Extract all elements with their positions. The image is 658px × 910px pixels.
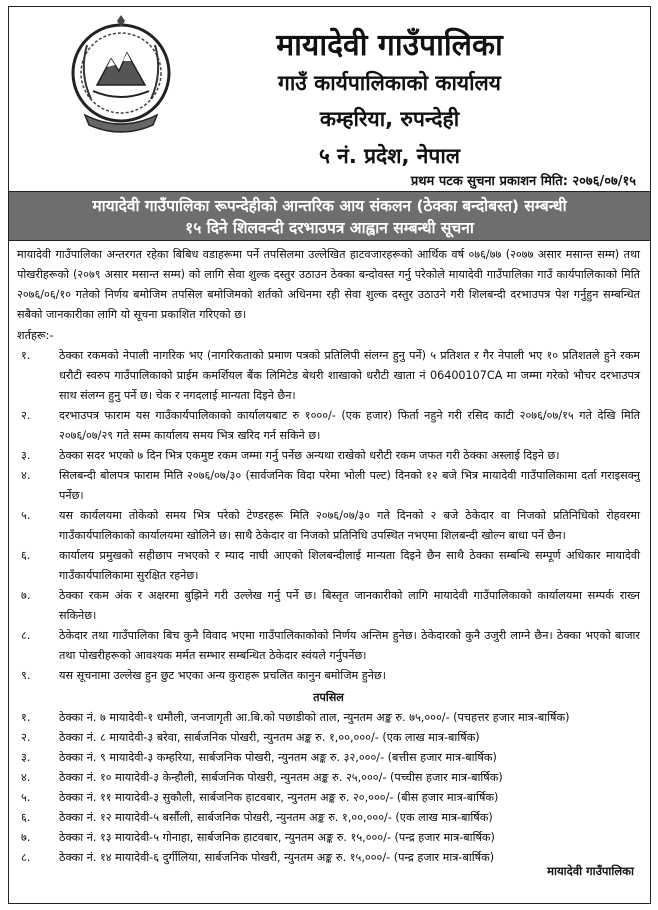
schedule-number: ४. [21, 771, 31, 784]
schedule-text: ठेक्का नं. ७ मायादेवी-१ धमौली, जनजागृती आ.बि.को पछाडीको ताल, न्युनतम अङ्क रु. ७५,०००/- (पचहत्तर हजार मात्र-बार्षिक) [59, 711, 570, 724]
schedule-item [17, 748, 640, 768]
intro-paragraph: मायादेवी गाउँपालिका अन्तरगत रहेका बिबिध वडाहरूमा पर्ने तपसिलमा उल्लेखित हाटवजारहरूको आर्थिक वर्ष ०७६/७७ (२०७७ असार मसान्त सम्म) तथा पोखरीहरूको (२०७९ असार मसान्त सम्म) को लागि सेवा शुल्क दस्तुर उठाउन ठेक्का बन्दोवस्त गर्नु परेकोले मायादेवी गाउँपालिका गाउँ कार्यपालिकाको मिति २०७६/०६/१० गतेको निर्णय बमोजिम तपसिल बमोजिमको शर्तको अधिनमा रही सेवा शुल्क दस्तुर उठाउने गरी शिलबन्दी दरभाउपत्र पेश गर्नुहुन सम्बन्धित सबैको जानकारीका लागि यो सूचना प्रकाशित गरिएको छ। [17, 248, 640, 321]
schedule-text: ठेक्का नं. ११ मायादेवी-३ सुकौली, सार्बजनिक हाटवबार, न्युनतम अङ्क रु. २०,०००/- (बीस हजार मात्र-बार्षिक) [59, 791, 499, 804]
condition-item [17, 626, 640, 666]
condition-text: ठेक्का सदर भएको ७ दिन भित्र एकमुष्ट रकम जम्मा गर्नु पर्नेछ अन्यथा राखेको धरौटी रकम जफत गरी ठेक्का अस्लाई दिइने छ। [59, 449, 560, 462]
condition-number: ५. [21, 509, 31, 522]
publication-date: प्रथम पटक सुचना प्रकाशन मिति: २०७६/०७/१५ [410, 174, 636, 189]
condition-text: दरभाउपत्र फाराम यस गाउँकार्यपालिकाको कार्यालयबाट रु १०००/- (एक हजार) फिर्ता नहुने गरी रसिद काटी २०७६/०७/१५ गते देखि मिति २०७६/०७/२९ गते सम्म कार्यालय समय भित्र खरिद गर्न सकिने छ। [59, 409, 640, 442]
conditions-heading: शर्तहरू:- [17, 329, 54, 342]
condition-item [17, 666, 640, 686]
notice-header [9, 7, 650, 189]
schedule-item [17, 728, 640, 748]
banner-line-1: मायादेवी गाउँपालिका रूपन्देहीको आन्तरिक आय संकलन (ठेक्का बन्दोबस्त) सम्बन्धी [92, 197, 567, 215]
condition-number: ७. [21, 589, 31, 602]
schedule-text: ठेक्का नं. १० मायादेवी-३ केन्हौली, सार्बजनिक पोखरी, न्युनतम अङ्क रु. २५,०००/- (पच्चीस हजार मात्र-बार्षिक) [59, 771, 503, 784]
schedule-number: २. [21, 731, 31, 744]
banner-line-2: १५ दिने शिलवन्दी दरभाउपत्र आह्वान सम्बन्धी सूचना [185, 219, 474, 237]
schedule-item [17, 708, 640, 728]
condition-number: ६. [21, 549, 31, 562]
schedule-number: ३. [21, 751, 31, 764]
schedule-item [17, 808, 640, 828]
condition-number: ३. [21, 449, 31, 462]
province-name: ५ नं. प्रदेश, नेपाल [318, 144, 461, 168]
schedule-text: ठेक्का नं. १२ मायादेवी-५ बर्सौली, सार्बजनिक पोखरी, न्युनतम अङ्क रु. १,००,०००/- (एक लाख मात्र-बार्षिक) [59, 811, 493, 824]
schedule-item [17, 768, 640, 788]
condition-text: सिलबन्दी बोलपत्र फाराम मिति २०७६/०७/३० (सार्वजनिक विदा परेमा भोली पल्ट) दिनको १२ बजे भित्र मायादेवी गाउँपालिकामा दर्ता गराइसक्नु पर्नेछ। [59, 469, 640, 502]
condition-text: ठेक्का रकमको नेपाली नागरिक भए (नागरिकताको प्रमाण पत्रको प्रतिलिपी संलग्न हुनु पर्ने) ५ प्रतिशत र गैर नेपाली भए १० प्रतिशतले हुने रकम धरौटी स्वरुप गाउँपालिकाको प्राईम कमर्शियल बैंक लिमिटेड बेथरी शाखाको धरौटी खाता नं 06400107CA मा जम्मा गरेको भौचर दरभाउपत्र साथ संलग्न हुनु पर्ने छ। चेक र नगदलाई मान्यता दिइने छैन। [59, 349, 640, 402]
conditions-list [17, 346, 640, 686]
schedule-text: ठेक्का नं. ९ मायादेवी-३ कम्हरिया, सार्बजनिक पोखरी, न्युनतम अङ्क रु. ३२,०००/- (बत्तीस हजार मात्र-बार्षिक) [59, 751, 497, 764]
condition-number: ९. [21, 669, 31, 682]
condition-number: ८. [21, 629, 31, 642]
schedule-title: तपसिल [313, 691, 344, 704]
municipality-title: मायादेवी गाउँपालिका [276, 28, 503, 63]
notice-banner [9, 191, 650, 241]
schedule-number: १. [21, 711, 31, 724]
condition-text: यस कार्यलयमा तोकेको समय भित्र परेको टेण्डरहरू मिति २०७६/०७/३० गते दिनको २ बजे ठेकेदार वा निजको प्रतिनिधिको रोहवरमा गाउँकार्यपालिकाको कार्यालयमा खोलिने छ। साथै ठेकेदार वा निजको प्रतिनिधि उपस्थित नभएमा शिलबन्दी खोल्न बाधा पर्ने छैन। [59, 509, 640, 542]
schedule-number: ७. [21, 831, 31, 844]
condition-number: १. [21, 349, 31, 362]
condition-number: ४. [21, 469, 31, 482]
condition-item [17, 506, 640, 546]
office-name: गाउँ कार्यपालिकाको कार्यालय [278, 71, 501, 95]
schedule-item [17, 788, 640, 808]
schedule-number: ५. [21, 791, 31, 804]
notice-body [9, 245, 650, 868]
schedule-item [17, 828, 640, 848]
schedule-text: ठेक्का नं. १३ मायादेवी-५ गोनाहा, सार्बजनिक हाटवबार, न्युनतम अङ्क रु. १५,०००/- (पन्द्र हजार मात्र-बार्षिक) [59, 831, 495, 844]
condition-item [17, 406, 640, 446]
schedule-text: ठेक्का नं. ८ मायादेवी-३ बरेवा, सार्बजनिक पोखरी, न्युनतम अङ्क रु. १,००,०००/- (एक लाख मात्र-बार्षिक) [59, 731, 480, 744]
signature: मायादेवी गाउँपालिका [547, 864, 634, 878]
condition-text: कार्यालय प्रमुखको सहीछाप नभएको र म्याद नाघी आएको शिलबन्दीलाई मान्यता दिइने छैन साथै ठेक्का सम्बन्धि सम्पूर्ण अधिकार मायादेवी गाउँकार्यपालिकामा सुरक्षित रहनेछ। [59, 549, 640, 582]
condition-item [17, 546, 640, 586]
condition-item [17, 586, 640, 626]
condition-number: २. [21, 409, 31, 422]
condition-text: ठेकेदार तथा गाउँपालिका बिच कुनै विवाद भएमा गाउँपालिकाकोको निर्णय अन्तिम हुनेछ। ठेकेदारको कुनै उजुरी लाग्ने छैन। ठेक्का भएको बाजार तथा पोखरीहरूको आवश्यक मर्मत सम्भार सम्बन्धित ठेकेदार स्वंयले गर्नुपर्नेछ। [59, 629, 640, 662]
condition-item [17, 446, 640, 466]
notice-frame [8, 6, 651, 904]
office-location: कम्हरिया, रुपन्देही [319, 107, 460, 131]
schedule-text: ठेक्का नं. १४ मायादेवी-६ दुर्गीलिया, सार्बजनिक पोखरी, न्युनतम अङ्क रु. १५,०००/- (पन्द्र हजार मात्र-बार्षिक) [59, 851, 495, 864]
schedule-number: ६. [21, 811, 31, 824]
schedule-number: ८. [21, 851, 31, 864]
condition-text: यस सूचनामा उल्लेख हुन छुट भएका अन्य कुराहरू प्रचलित कानुन बमोजिम हुनेछ। [59, 669, 386, 682]
schedule-list [17, 708, 640, 868]
condition-text: ठेक्का रकम अंक र अक्षरमा बुझिने गरी उल्लेख गर्नु पर्ने छ। बिस्तृत जानकारीको लागि मायादेवी गाउँपालिकाको कार्यालयमा सम्पर्क राख्न सकिनेछ। [59, 589, 640, 622]
condition-item [17, 466, 640, 506]
condition-item [17, 346, 640, 406]
